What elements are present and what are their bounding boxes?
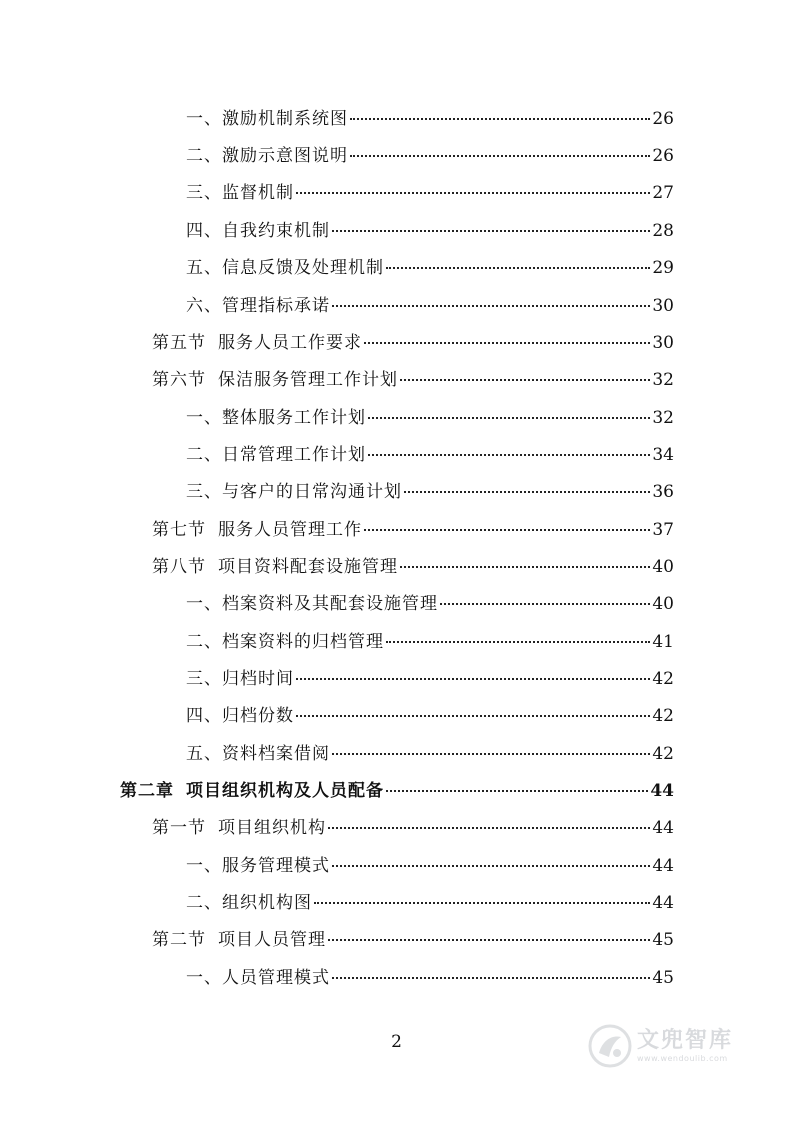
toc-entry-prefix: 五、 [186,258,222,278]
toc-entry-prefix: 五、 [186,744,222,764]
toc-entry-page: 36 [652,482,674,502]
toc-entry-page: 44 [652,893,674,913]
toc-entry[interactable] [152,368,674,392]
toc-entry-title: 信息反馈及处理机制 [222,258,384,278]
toc-entry-prefix: 三、 [186,482,222,502]
page-number: 2 [391,1032,402,1052]
toc-entry-prefix: 三、 [186,669,222,689]
toc-entry-title: 监督机制 [222,183,294,203]
toc-entry-prefix: 第二章 [120,781,174,801]
toc-entry-prefix: 第八节 [152,557,206,577]
toc-entry-title: 资料档案借阅 [222,744,330,764]
toc-entry-title: 项目组织机构 [218,818,326,838]
toc-entry[interactable] [152,928,674,952]
toc-entry-page: 37 [652,520,674,540]
toc-entry-page: 30 [652,333,674,353]
toc-entry[interactable] [186,443,674,467]
toc-entry[interactable] [186,144,674,168]
toc-entry-prefix: 第七节 [152,520,206,540]
toc-entry[interactable] [186,966,674,990]
toc-entry-page: 32 [652,370,674,390]
toc-entry[interactable] [186,742,674,766]
dot-leader [386,790,648,792]
toc-entry-title: 档案资料及其配套设施管理 [222,594,438,614]
dot-leader [440,603,650,605]
toc-entry-page: 44 [652,856,674,876]
toc-entry-title: 归档份数 [222,706,294,726]
dot-leader [332,865,650,867]
dot-leader [386,641,650,643]
watermark-name: 文兜智库 [637,1028,734,1053]
dot-leader [332,230,650,232]
toc-entry-page: 45 [652,930,674,950]
dot-leader [400,379,650,381]
toc-entry-title: 服务管理模式 [222,856,330,876]
dot-leader [296,192,650,194]
toc-entry-title: 日常管理工作计划 [222,445,366,465]
toc-entry-page: 32 [652,408,674,428]
toc-entry[interactable] [186,704,674,728]
toc-entry-title: 服务人员管理工作 [218,520,362,540]
toc-entry-page: 26 [652,109,674,129]
toc-entry-prefix: 二、 [186,146,222,166]
toc-entry-prefix: 四、 [186,706,222,726]
dot-leader [368,454,650,456]
watermark-url: www.wendoulib.com [637,1054,728,1063]
dot-leader [368,417,650,419]
toc-entry-prefix: 六、 [186,296,222,316]
toc-entry-prefix: 二、 [186,632,222,652]
toc-entry-title: 保洁服务管理工作计划 [218,370,398,390]
toc-entry-page: 45 [652,968,674,988]
dot-leader [296,678,650,680]
toc-entry-prefix: 二、 [186,893,222,913]
toc-entry-title: 人员管理模式 [222,968,330,988]
toc-entry[interactable] [152,555,674,579]
toc-entry-prefix: 三、 [186,183,222,203]
toc-entry[interactable] [152,816,674,840]
toc-entry[interactable] [186,181,674,205]
toc-entry-prefix: 一、 [186,968,222,988]
toc-entry[interactable] [186,891,674,915]
toc-entry-page: 41 [652,632,674,652]
toc-entry[interactable] [186,630,674,654]
toc-entry-prefix: 一、 [186,594,222,614]
toc-entry[interactable] [186,667,674,691]
toc-entry-prefix: 第五节 [152,333,206,353]
toc-entry-page: 34 [652,445,674,465]
toc-entry[interactable] [186,406,674,430]
toc-entry-page: 42 [652,706,674,726]
toc-entry[interactable] [152,331,674,355]
dot-leader [332,977,650,979]
toc-entry-page: 27 [652,183,674,203]
toc-entry[interactable] [186,592,674,616]
toc-entry-title: 项目组织机构及人员配备 [186,781,384,801]
toc-entry-title: 项目人员管理 [218,930,326,950]
dot-leader [400,566,650,568]
toc-entry-page: 28 [652,221,674,241]
dot-leader [332,753,650,755]
toc-entry-prefix: 第六节 [152,370,206,390]
toc-entry-prefix: 一、 [186,856,222,876]
toc-entry-title: 档案资料的归档管理 [222,632,384,652]
toc-entry-page: 44 [652,818,674,838]
toc-entry-chapter[interactable] [120,779,674,803]
dot-leader [328,827,650,829]
toc-entry-prefix: 一、 [186,109,222,129]
wendou-logo-icon [587,1023,633,1069]
toc-entry-prefix: 二、 [186,445,222,465]
toc-entry[interactable] [186,480,674,504]
toc-entry-title: 激励示意图说明 [222,146,348,166]
toc-entry-prefix: 四、 [186,221,222,241]
dot-leader [350,155,650,157]
toc-entry-page: 29 [652,258,674,278]
toc-entry-page: 30 [652,296,674,316]
dot-leader [332,305,650,307]
toc-entry-page: 42 [652,744,674,764]
toc-entry[interactable] [186,256,674,280]
dot-leader [364,342,650,344]
toc-entry-page: 42 [652,669,674,689]
toc-entry-title: 管理指标承诺 [222,296,330,316]
toc-entry-title: 服务人员工作要求 [218,333,362,353]
toc-entry[interactable] [152,518,674,542]
toc-entry-page: 44 [650,781,674,801]
toc-entry-title: 项目资料配套设施管理 [218,557,398,577]
toc-entry-title: 与客户的日常沟通计划 [222,482,402,502]
dot-leader [314,902,650,904]
toc-entry-title: 激励机制系统图 [222,109,348,129]
toc-entry[interactable] [186,854,674,878]
dot-leader [328,939,650,941]
toc-entry-prefix: 第二节 [152,930,206,950]
toc-entry-page: 40 [652,594,674,614]
toc-entry-title: 整体服务工作计划 [222,408,366,428]
toc-entry-prefix: 第一节 [152,818,206,838]
dot-leader [350,118,650,120]
toc-entry-page: 26 [652,146,674,166]
watermark [587,1018,757,1074]
toc-entry-page: 40 [652,557,674,577]
dot-leader [404,491,650,493]
dot-leader [364,529,650,531]
toc-entry[interactable] [186,219,674,243]
toc-entry[interactable] [186,107,674,131]
toc-entry-title: 归档时间 [222,669,294,689]
dot-leader [386,267,650,269]
toc-entry[interactable] [186,294,674,318]
toc-entry-title: 自我约束机制 [222,221,330,241]
toc-entry-title: 组织机构图 [222,893,312,913]
toc-entry-prefix: 一、 [186,408,222,428]
dot-leader [296,715,650,717]
